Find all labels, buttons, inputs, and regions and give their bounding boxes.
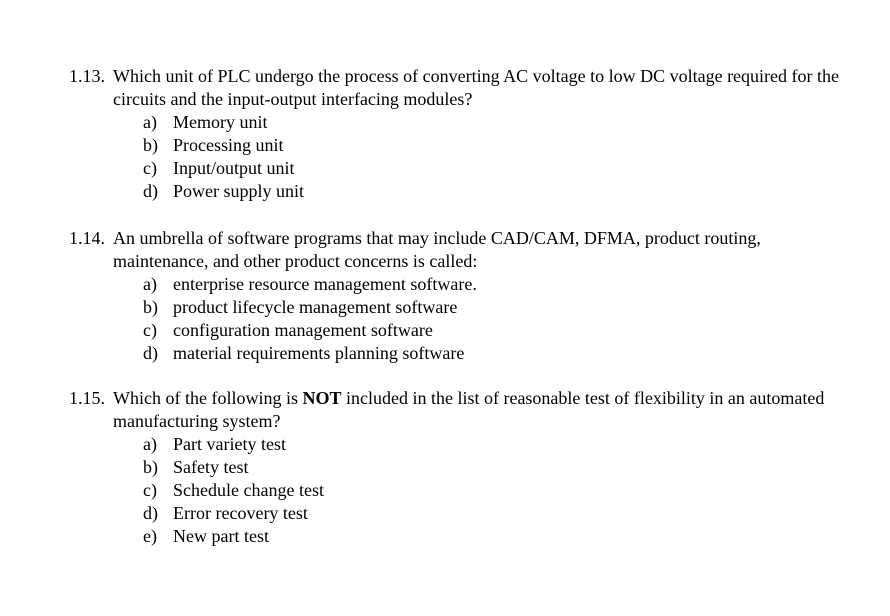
option-text: Processing unit bbox=[173, 135, 284, 155]
option-a bbox=[143, 433, 859, 456]
question-text: An umbrella of software programs that may include CAD/CAM, DFMA, product routing, maintenance, and other product concerns is called: bbox=[113, 228, 761, 271]
option-c bbox=[143, 157, 859, 180]
option-e bbox=[143, 525, 859, 548]
emphasis-not: NOT bbox=[302, 388, 342, 408]
question-number: 1.13. bbox=[69, 66, 105, 86]
question-text-after: included in the list of reasonable test of flexibility in an automated manufacturing system? bbox=[113, 388, 825, 431]
option-letter: c) bbox=[143, 480, 157, 500]
question-text: Which unit of PLC undergo the process of converting AC voltage to low DC voltage required for the circuits and the input-output interfacing modules? bbox=[113, 66, 840, 109]
option-letter: d) bbox=[143, 343, 158, 363]
question-text-before: Which of the following is bbox=[113, 388, 303, 408]
question-number: 1.14. bbox=[69, 228, 105, 248]
question-text bbox=[113, 387, 859, 433]
option-text: product lifecycle management software bbox=[173, 297, 458, 317]
question-1-13 bbox=[69, 65, 859, 203]
option-d bbox=[143, 502, 859, 525]
option-text: Part variety test bbox=[173, 434, 286, 454]
option-letter: d) bbox=[143, 181, 158, 201]
option-text: Error recovery test bbox=[173, 503, 308, 523]
option-d bbox=[143, 180, 859, 203]
option-text: Input/output unit bbox=[173, 158, 295, 178]
option-letter: b) bbox=[143, 297, 158, 317]
question-1-15 bbox=[69, 387, 859, 548]
option-letter: d) bbox=[143, 503, 158, 523]
question-stem bbox=[69, 227, 859, 273]
option-b bbox=[143, 134, 859, 157]
option-letter: c) bbox=[143, 158, 157, 178]
question-stem bbox=[69, 387, 859, 433]
option-b bbox=[143, 456, 859, 479]
option-text: New part test bbox=[173, 526, 269, 546]
option-a bbox=[143, 111, 859, 134]
option-text: Schedule change test bbox=[173, 480, 324, 500]
option-text: material requirements planning software bbox=[173, 343, 465, 363]
option-letter: b) bbox=[143, 457, 158, 477]
option-letter: a) bbox=[143, 274, 157, 294]
option-a bbox=[143, 273, 859, 296]
option-text: enterprise resource management software. bbox=[173, 274, 477, 294]
option-b bbox=[143, 296, 859, 319]
question-number: 1.15. bbox=[69, 388, 105, 408]
option-c bbox=[143, 319, 859, 342]
question-stem bbox=[69, 65, 859, 111]
option-letter: e) bbox=[143, 526, 157, 546]
option-text: configuration management software bbox=[173, 320, 433, 340]
answer-options bbox=[143, 111, 859, 203]
option-letter: c) bbox=[143, 320, 157, 340]
question-1-14 bbox=[69, 227, 859, 365]
option-text: Power supply unit bbox=[173, 181, 305, 201]
option-letter: b) bbox=[143, 135, 158, 155]
option-d bbox=[143, 342, 859, 365]
option-text: Safety test bbox=[173, 457, 249, 477]
option-letter: a) bbox=[143, 434, 157, 454]
option-c bbox=[143, 479, 859, 502]
option-letter: a) bbox=[143, 112, 157, 132]
answer-options bbox=[143, 273, 859, 365]
answer-options bbox=[143, 433, 859, 548]
option-text: Memory unit bbox=[173, 112, 268, 132]
